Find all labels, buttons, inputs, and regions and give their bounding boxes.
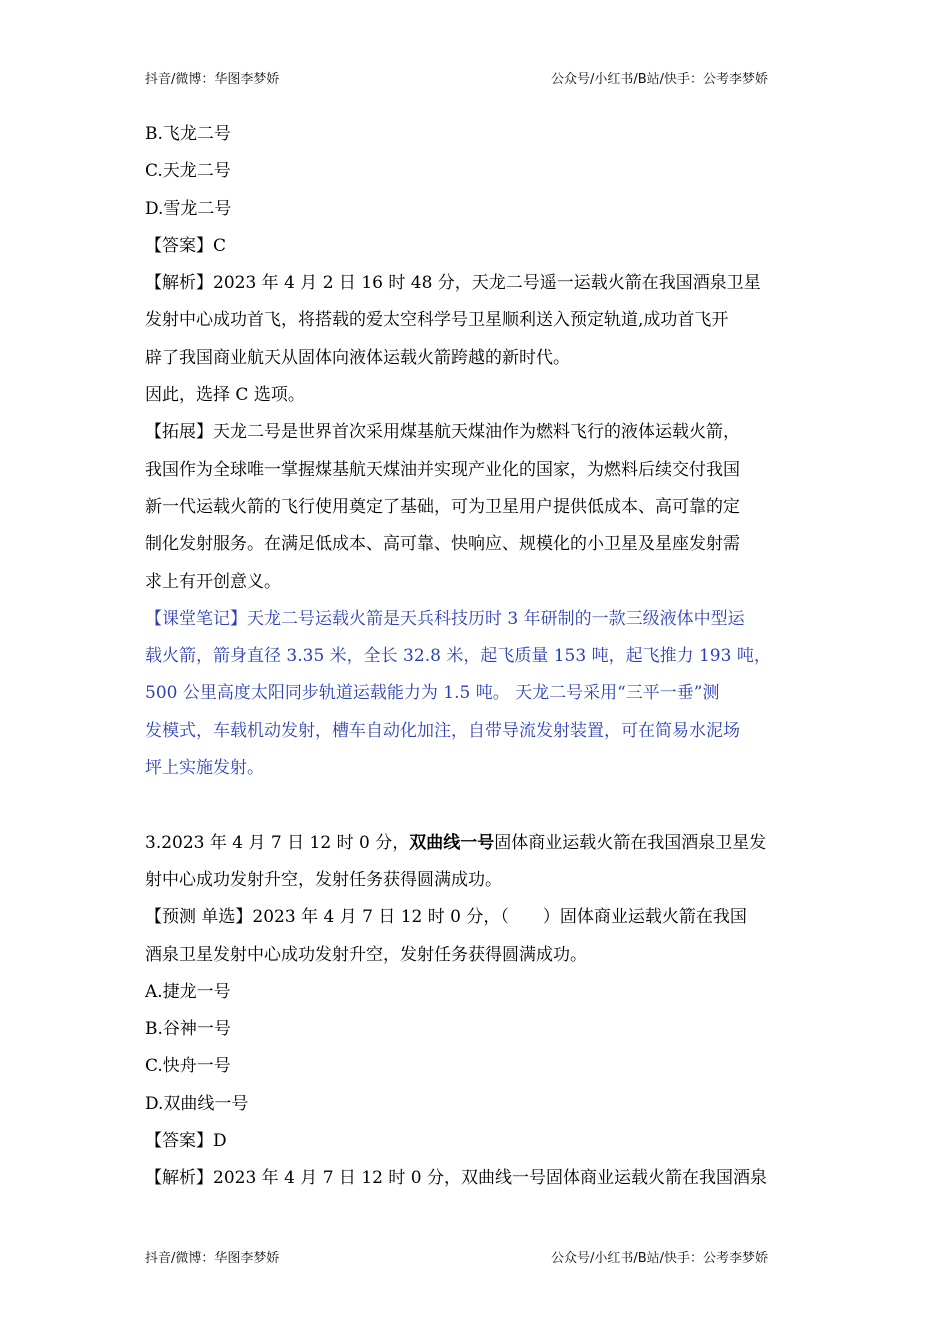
page-header: [0, 68, 950, 88]
q3-stem-pre: 3.2023 年 4 月 7 日 12 时 0 分，: [145, 832, 410, 853]
q3-prediction-line: 【预测 单选】2023 年 4 月 7 日 12 时 0 分，（ ）固体商业运载火箭在我国: [145, 907, 747, 928]
q2-conclusion: 因此，选择 C 选项。: [145, 385, 305, 406]
q2-extension-line: 【拓展】天龙二号是世界首次采用煤基航天煤油作为燃料飞行的液体运载火箭，: [145, 422, 740, 443]
q3-prediction-line: 酒泉卫星发射中心成功发射升空，发射任务获得圆满成功。: [145, 944, 587, 965]
q3-option-a: A.捷龙一号: [145, 981, 231, 1002]
q2-extension-line: 新一代运载火箭的飞行使用奠定了基础，可为卫星用户提供低成本、高可靠的定: [145, 496, 740, 517]
q2-extension-line: 制化发射服务。在满足低成本、高可靠、快响应、规模化的小卫星及星座发射需: [145, 534, 740, 555]
q2-answer: 【答案】C: [145, 235, 227, 256]
q3-stem-post: 固体商业运载火箭在我国酒泉卫星发: [494, 832, 767, 853]
q3-option-c: C.快舟一号: [145, 1056, 231, 1077]
q3-option-b: B.谷神一号: [145, 1019, 231, 1040]
class-notes-line: 500 公里高度太阳同步轨道运载能力为 1.5 吨。 天龙二号采用“三平一垂”测: [145, 683, 720, 704]
header-right-text: 公众号/小红书/B站/快手：公考李梦娇: [551, 72, 769, 87]
q2-extension-line: 求上有开创意义。: [145, 571, 281, 592]
footer-left-text: 抖音/微博：华图李梦娇: [145, 1251, 280, 1266]
q2-analysis-line: 【解析】2023 年 4 月 2 日 16 时 48 分，天龙二号遥一运载火箭在我国酒泉卫星: [145, 273, 761, 294]
document-body: [145, 116, 810, 1198]
q2-analysis-line: 发射中心成功首飞，将搭载的爱太空科学号卫星顺利送入预定轨道,成功首飞开: [145, 310, 729, 331]
q2-option-d: D.雪龙二号: [145, 198, 232, 219]
header-left-text: 抖音/微博：华图李梦娇: [145, 72, 280, 87]
class-notes-line: 发模式，车载机动发射，槽车自动化加注，自带导流发射装置，可在简易水泥场: [145, 720, 740, 741]
q3-analysis-line: 【解析】2023 年 4 月 7 日 12 时 0 分，双曲线一号固体商业运载火箭在我国酒泉: [145, 1168, 767, 1189]
q2-extension-line: 我国作为全球唯一掌握煤基航天煤油并实现产业化的国家，为燃料后续交付我国: [145, 459, 740, 480]
page-footer: [0, 1247, 950, 1267]
q3-stem-line: [145, 825, 810, 862]
q2-option-b: B.飞龙二号: [145, 124, 231, 144]
paragraph-gap: [145, 787, 810, 824]
q3-stem-bold: 双曲线一号: [409, 832, 495, 853]
footer-right-text: 公众号/小红书/B站/快手：公考李梦娇: [551, 1251, 769, 1266]
q3-answer: 【答案】D: [145, 1131, 227, 1152]
class-notes-line: 载火箭，箭身直径 3.35 米，全长 32.8 米，起飞质量 153 吨，起飞推力 193 吨，: [145, 646, 771, 667]
q3-stem-line2: 射中心成功发射升空，发射任务获得圆满成功。: [145, 869, 502, 890]
class-notes-line: 【课堂笔记】天龙二号运载火箭是天兵科技历时 3 年研制的一款三级液体中型运: [145, 608, 745, 629]
q2-analysis-line: 辟了我国商业航天从固体向液体运载火箭跨越的新时代。: [145, 347, 570, 368]
q3-option-d: D.双曲线一号: [145, 1093, 249, 1114]
q2-option-c: C.天龙二号: [145, 161, 231, 182]
class-notes-line: 坪上实施发射。: [145, 758, 264, 779]
